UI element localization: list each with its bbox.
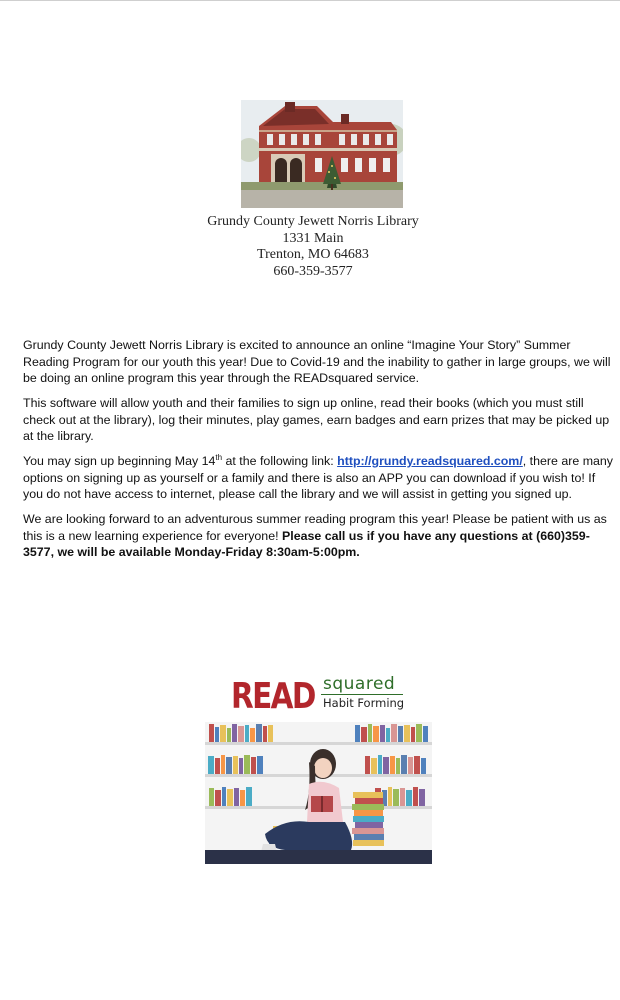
logo-squared-text: squared (323, 674, 396, 694)
readsquared-logo (205, 672, 432, 722)
reading-girl-illustration (205, 722, 432, 864)
library-city: Trenton, MO 64683 (257, 247, 369, 262)
signup-text-end: , there are many options on signing up as yourself or a family and there is also an APP you can download if you wish to! If you do not have access to internet, please call the library and we will assist in getting you signed up. (23, 454, 614, 501)
signup-text-mid: at the following link: (222, 454, 338, 468)
page-top-border (0, 0, 620, 1)
logo-divider (321, 694, 403, 695)
logo-read-text: READ (231, 676, 315, 717)
library-building-photo (241, 100, 403, 208)
paragraph-intro: Grundy County Jewett Norris Library is excited to announce an online “Imagine Your Story” Summer Reading Program for our youth this year! Due to Covid-19 and the inability to gather in large groups, we will be doing an online program this year through the READsquared service. (23, 338, 611, 385)
readsquared-graphic (205, 672, 432, 864)
library-phone: 660-359-3577 (273, 263, 353, 279)
readsquared-link[interactable]: http://grundy.readsquared.com/ (337, 454, 523, 468)
paragraph-software: This software will allow youth and their families to sign up online, read their books (which you must still check out at the library), log their minutes, play games, earn badges and earn prizes that may be picked up at the library. (23, 396, 610, 443)
logo-tagline: Habit Forming (323, 696, 405, 710)
closing-text: We are looking forward to an adventurous summer reading program this year! Please be patient with us as this is a new learning experience for everyone! (23, 512, 607, 543)
library-street: 1331 Main (282, 230, 344, 246)
contact-info-bold: Please call us if you have any questions at (660)359-3577, we will be available Monday-Friday 8:30am-5:00pm. (23, 528, 590, 559)
library-name: Grundy County Jewett Norris Library (207, 214, 419, 229)
announcement-body (23, 337, 615, 569)
paragraph-signup (23, 453, 615, 503)
ordinal-suffix: th (215, 452, 223, 462)
library-address-block (150, 214, 476, 280)
library-building-illustration (241, 100, 403, 208)
signup-text-start: You may sign up beginning May 14 (23, 454, 216, 468)
paragraph-closing (23, 511, 615, 561)
